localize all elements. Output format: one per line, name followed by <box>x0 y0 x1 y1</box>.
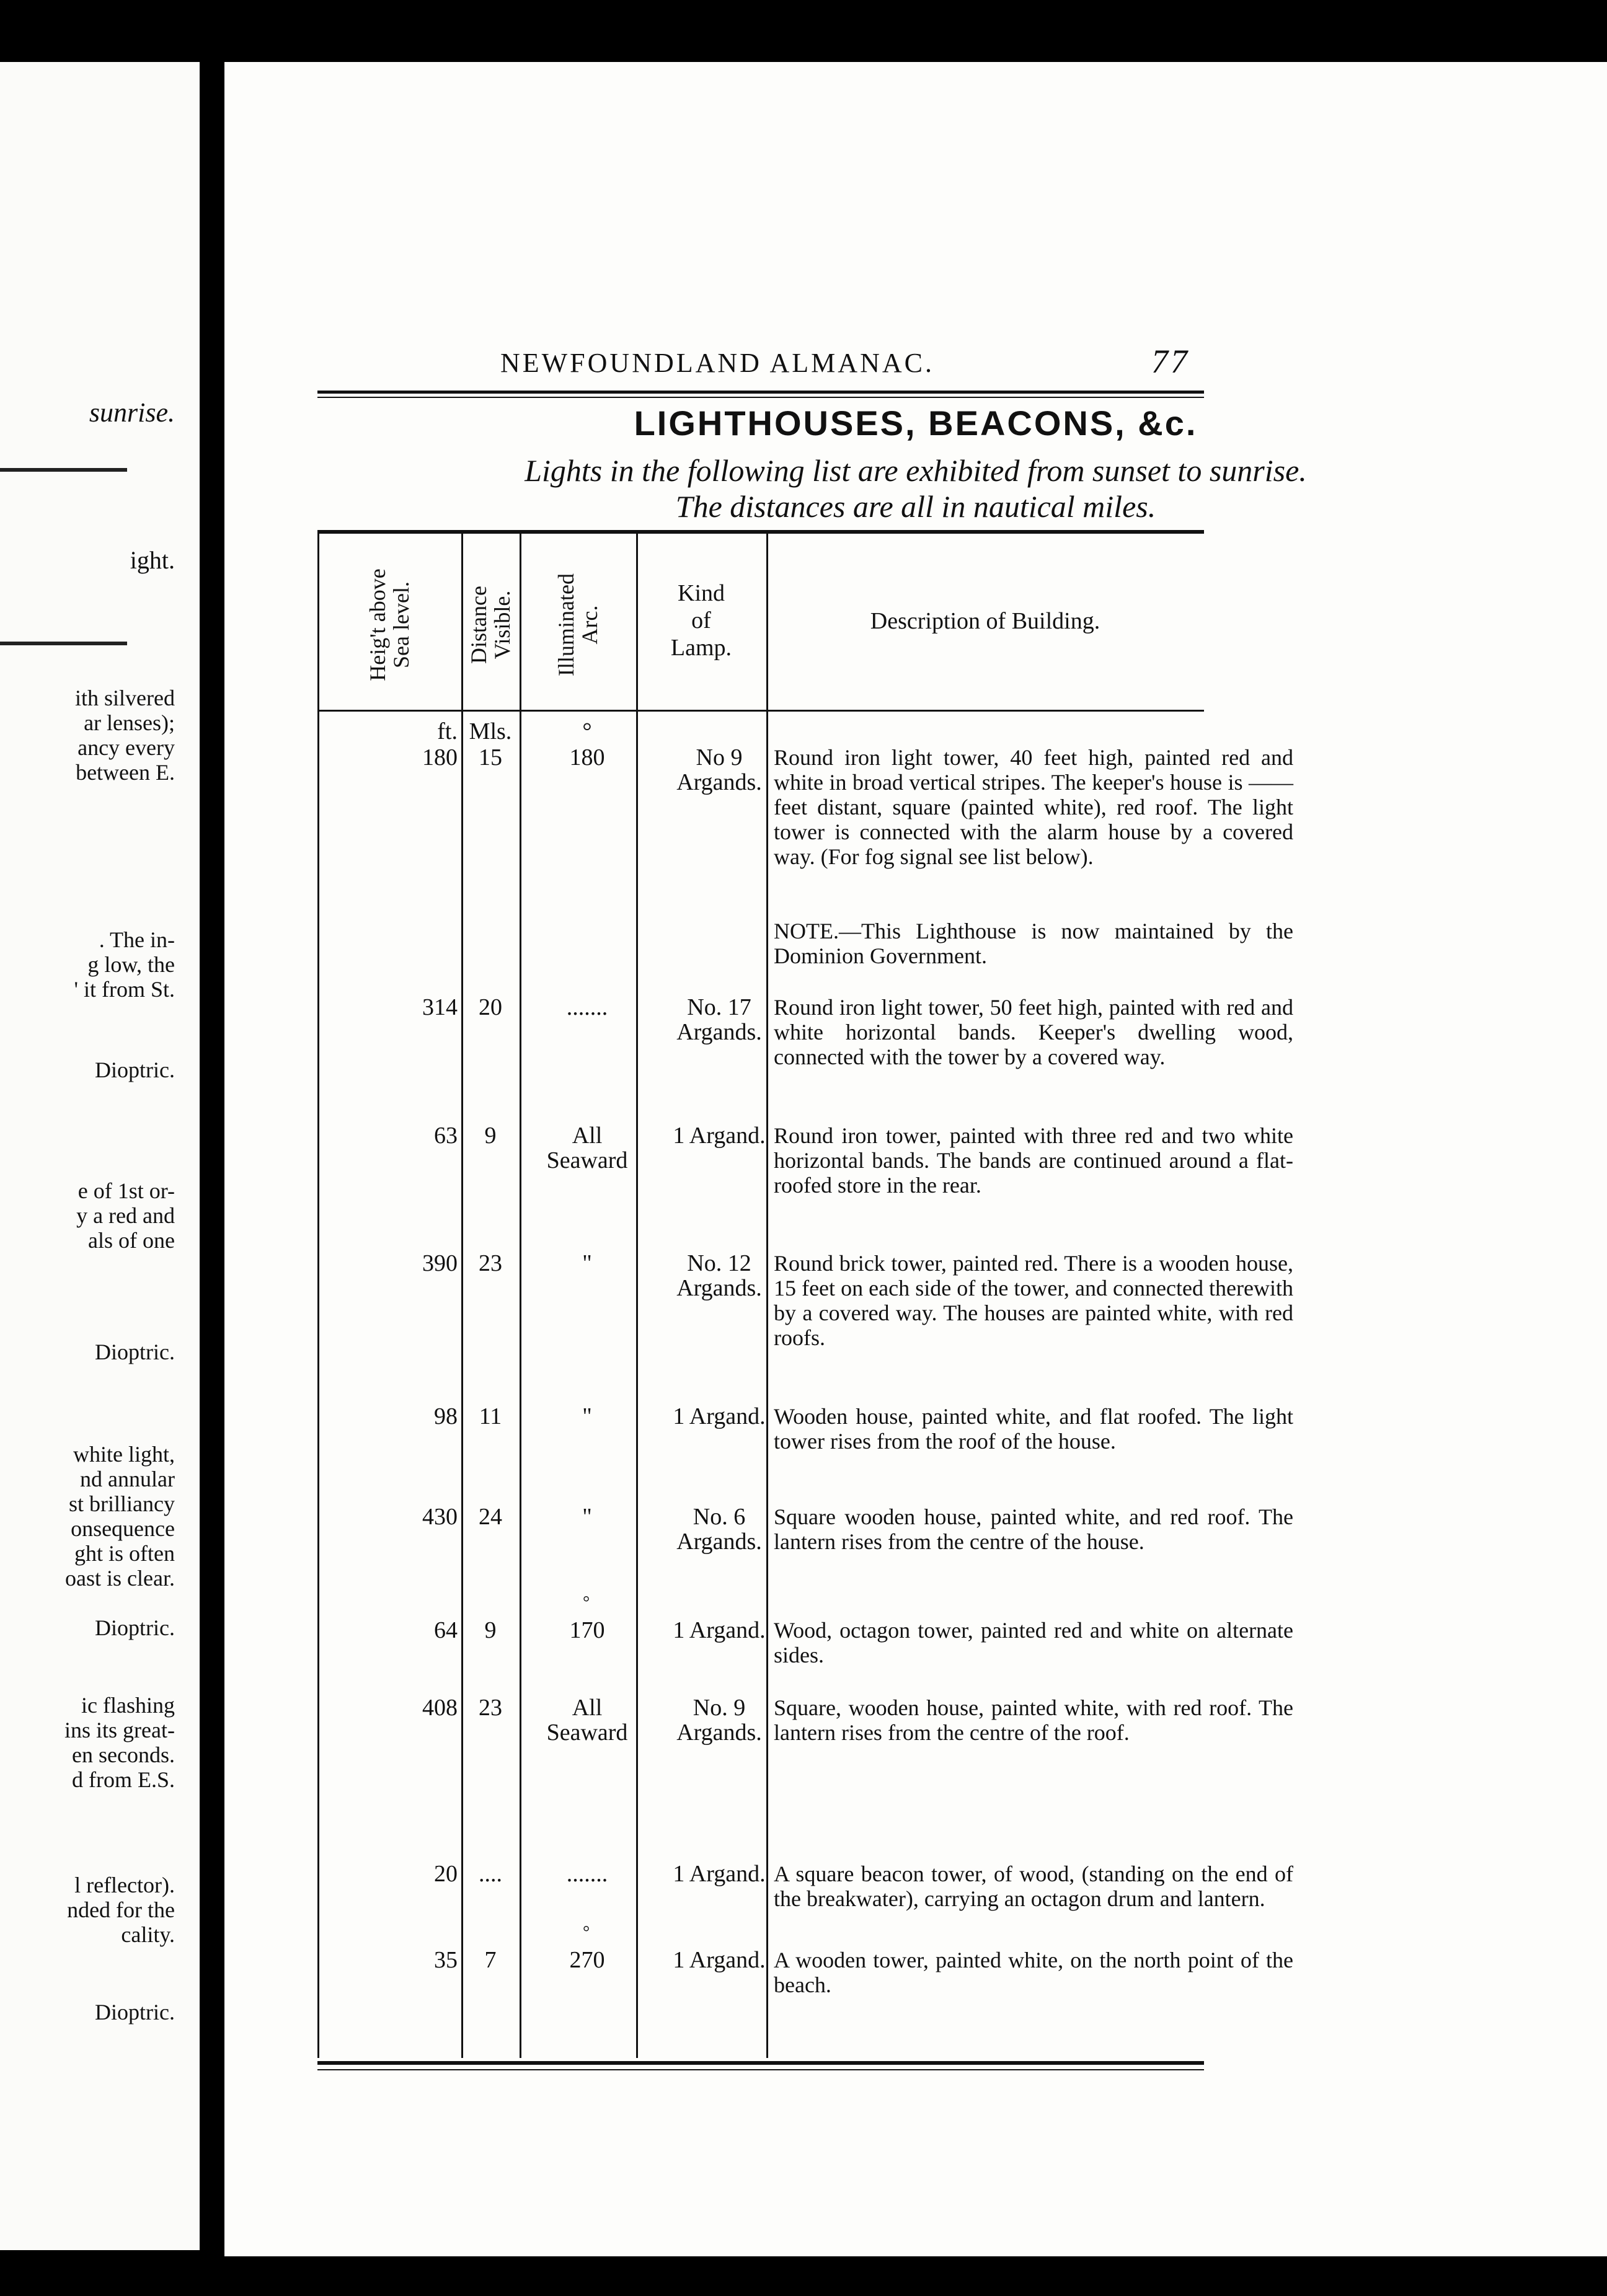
left-page-rule <box>0 468 127 472</box>
cell-height: 64 <box>434 1617 458 1643</box>
cell-distance: 23 <box>479 1695 502 1721</box>
cell-description: Round brick tower, painted red. There is a wooden house, 15 feet on each side of the tower, and connected therewith by a covered way. The houses are painted white, with red roofs. <box>774 1251 1293 1350</box>
cell-arc: All Seaward <box>546 1695 628 1746</box>
cell-height: 98 <box>434 1403 458 1429</box>
cell-lamp: 1 Argand. <box>673 1123 766 1149</box>
cell-arc: " <box>582 1250 592 1276</box>
cell-description: Round iron light tower, 50 feet high, painted with red and white horizontal bands. Keeper's dwelling wood, connected with the tower by a covered way. <box>774 995 1293 1069</box>
left-page-line: e of 1st or- <box>77 1178 175 1203</box>
column-header-arc: Illuminated Arc. <box>554 573 602 676</box>
left-page-line: ancy every <box>77 735 175 760</box>
cell-height: 35 <box>434 1947 458 1973</box>
left-page-line: ight. <box>130 546 175 574</box>
degree-mark: ° <box>583 1923 590 1942</box>
column-header-distance: Distance Visible. <box>466 585 515 664</box>
left-page-line: white light, <box>73 1442 175 1467</box>
lighthouse-table <box>317 62 1293 2256</box>
left-page-line: nd annular <box>80 1467 175 1491</box>
cell-height: 408 <box>422 1695 458 1721</box>
cell-arc: ....... <box>566 1861 608 1887</box>
cell-lamp: No. 17 Argands. <box>676 994 762 1045</box>
subtitle-line-2: The distances are all in nautical miles. <box>675 489 1156 524</box>
left-page-line: onsequence <box>71 1516 175 1541</box>
cell-arc: ....... <box>566 994 608 1020</box>
cell-description: Round iron light tower, 40 feet high, painted red and white in broad vertical stripes. The keeper's house is —— feet distant, square (painted white), red roof. The light tower is connected with the alarm house by a covered way. (For fog signal see list below). <box>774 745 1293 869</box>
cell-height: 314 <box>422 994 458 1020</box>
left-page-line: y a red and <box>76 1203 175 1228</box>
left-page-line: l reflector). <box>74 1873 175 1897</box>
left-page-line: cality. <box>121 1922 175 1947</box>
running-title: NEWFOUNDLAND ALMANAC. <box>500 348 934 378</box>
cell-lamp: No. 9 Argands. <box>676 1695 762 1746</box>
table-header-rule <box>317 710 1204 712</box>
left-page-line: ght is often <box>74 1541 175 1566</box>
cell-distance: 7 <box>484 1947 497 1973</box>
left-page-line: Dioptric. <box>95 1057 175 1082</box>
cell-distance: 23 <box>479 1250 502 1276</box>
cell-distance: 9 <box>484 1617 497 1643</box>
left-page-line: g low, the <box>87 952 175 977</box>
column-divider <box>520 533 521 2058</box>
left-page-line: als of one <box>88 1228 175 1253</box>
cell-arc: All Seaward <box>546 1123 628 1173</box>
page-number: 77 <box>1151 343 1190 380</box>
cell-arc: " <box>582 1403 592 1429</box>
left-page-line: ith silvered <box>75 686 175 710</box>
left-facing-page <box>0 62 200 2250</box>
cell-description: Square wooden house, painted white, and red roof. The lantern rises from the centre of the house. <box>774 1504 1293 1554</box>
cell-distance: 24 <box>479 1504 502 1530</box>
cell-distance: 9 <box>484 1123 497 1149</box>
left-page-line: st brilliancy <box>69 1491 175 1516</box>
unit-distance: Mls. <box>469 718 512 744</box>
cell-arc: 170 <box>569 1617 605 1643</box>
cell-lamp: No. 12 Argands. <box>676 1250 762 1301</box>
cell-description: Square, wooden house, painted white, with red roof. The lantern rises from the centre of the roof. <box>774 1695 1293 1745</box>
unit-arc: ° <box>582 718 592 744</box>
left-page-line: ' it from St. <box>74 977 175 1002</box>
left-page-line: nded for the <box>67 1897 175 1922</box>
left-page-rule <box>0 642 127 645</box>
cell-lamp: 1 Argand. <box>673 1617 766 1643</box>
cell-height: 430 <box>422 1504 458 1530</box>
cell-height: 63 <box>434 1123 458 1149</box>
cell-lamp: No 9 Argands. <box>676 744 762 795</box>
left-page-line: Dioptric. <box>95 1340 175 1364</box>
column-header-lamp: Kind of Lamp. <box>670 580 732 661</box>
table-bottom-rule-thin <box>317 2069 1204 2070</box>
cell-lamp: 1 Argand. <box>673 1947 766 1973</box>
column-divider <box>461 533 463 2058</box>
left-page-line: ic flashing <box>81 1693 175 1718</box>
cell-arc: 270 <box>569 1947 605 1973</box>
cell-description: Round iron tower, painted with three red and two white horizontal bands. The bands are continued around a flat-roofed store in the rear. <box>774 1123 1293 1198</box>
left-page-line: ins its great- <box>64 1718 175 1742</box>
cell-lamp: No. 6 Argands. <box>676 1504 762 1555</box>
cell-lamp: 1 Argand. <box>673 1403 766 1429</box>
left-page-line: sunrise. <box>89 397 175 428</box>
cell-height: 180 <box>422 744 458 770</box>
cell-distance: 11 <box>479 1403 502 1429</box>
cell-arc: 180 <box>569 744 605 770</box>
table-top-rule <box>317 530 1204 534</box>
left-page-line: en seconds. <box>72 1742 175 1767</box>
cell-arc: " <box>582 1504 592 1530</box>
column-header-height: Heig't above Sea level. <box>365 568 414 681</box>
left-page-line: oast is clear. <box>65 1566 175 1591</box>
almanac-page <box>224 62 1607 2256</box>
cell-description: Wooden house, painted white, and flat roofed. The light tower rises from the roof of the house. <box>774 1404 1293 1454</box>
cell-description: A square beacon tower, of wood, (standing on the end of the breakwater), carrying an octagon drum and lantern. <box>774 1861 1293 1911</box>
left-page-line: between E. <box>76 760 175 785</box>
cell-distance: 20 <box>479 994 502 1020</box>
cell-lamp: 1 Argand. <box>673 1861 766 1887</box>
page-title: LIGHTHOUSES, BEACONS, &c. <box>634 404 1198 443</box>
cell-distance: .... <box>479 1861 502 1887</box>
left-page-line: Dioptric. <box>95 1615 175 1640</box>
cell-description: Wood, octagon tower, painted red and white on alternate sides. <box>774 1618 1293 1667</box>
left-page-line: . The in- <box>99 927 175 952</box>
cell-height: 390 <box>422 1250 458 1276</box>
table-bottom-rule <box>317 2061 1204 2065</box>
unit-height: ft. <box>437 718 458 744</box>
left-page-line: d from E.S. <box>72 1767 175 1792</box>
left-page-line: Dioptric. <box>95 2000 175 2024</box>
cell-distance: 15 <box>479 744 502 770</box>
cell-height: 20 <box>434 1861 458 1887</box>
subtitle-line-1: Lights in the following list are exhibited from sunset to sunrise. <box>525 453 1307 488</box>
column-header-description: Description of Building. <box>870 608 1100 634</box>
cell-description: A wooden tower, painted white, on the north point of the beach. <box>774 1948 1293 1997</box>
degree-mark: ° <box>583 1593 590 1612</box>
left-page-line: ar lenses); <box>84 710 175 735</box>
cell-note: NOTE.—This Lighthouse is now maintained by the Dominion Government. <box>774 919 1293 968</box>
